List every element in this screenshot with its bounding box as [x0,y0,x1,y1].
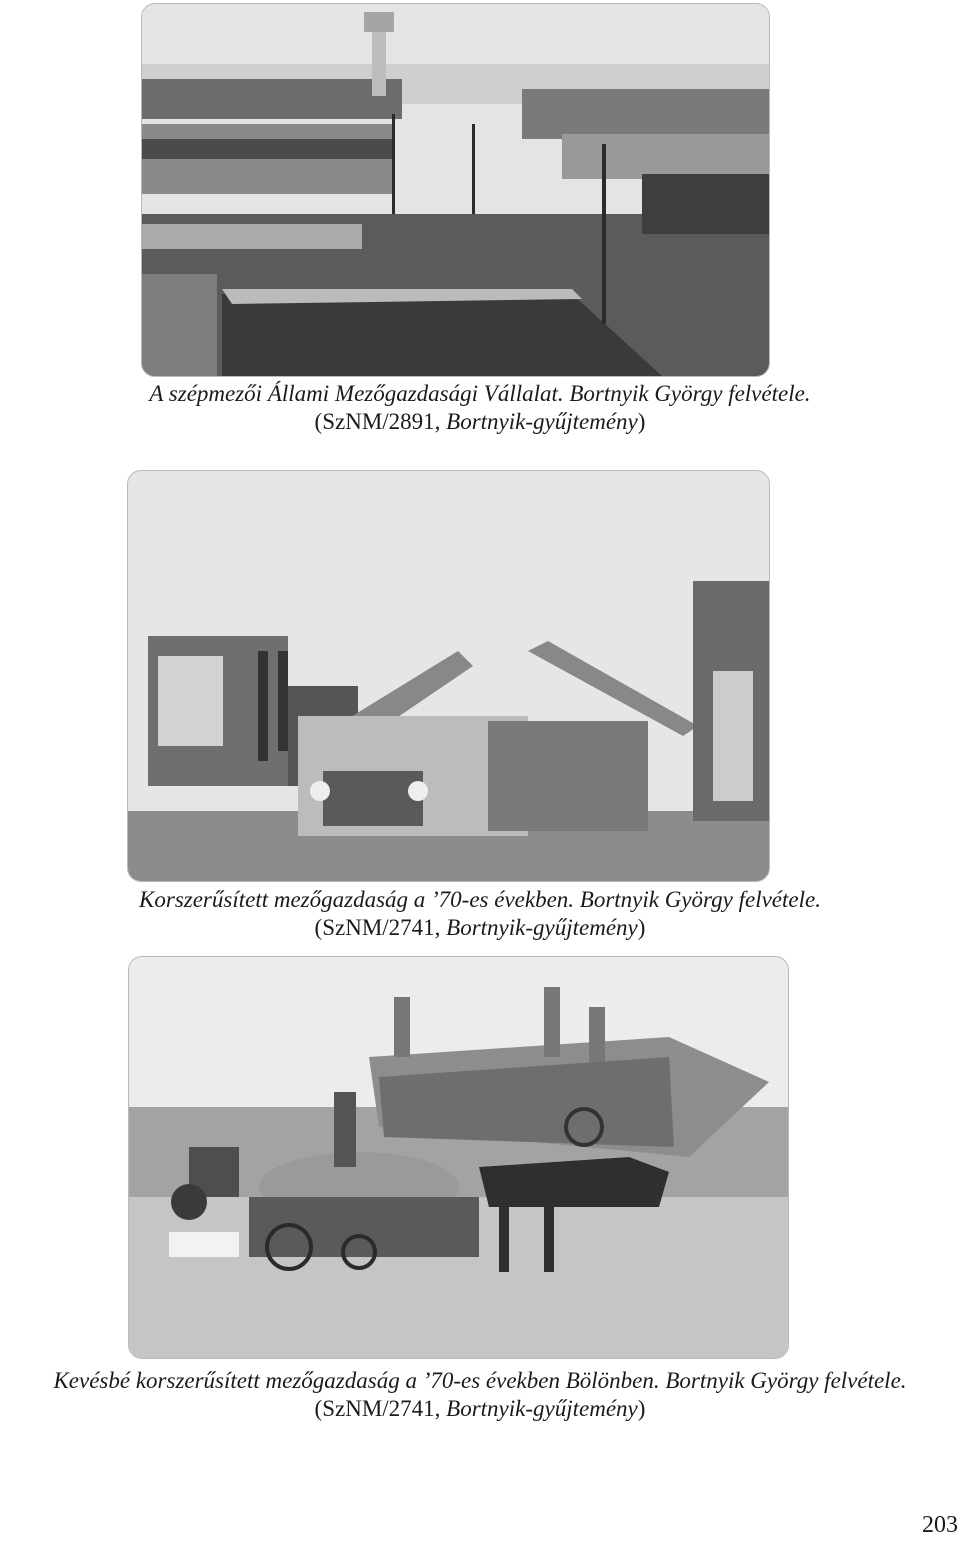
caption-figure-3 [0,1367,960,1423]
caption-figure-1 [0,380,960,436]
caption-title: Korszerűsített mezőgazdaság a ’70-es években. Bortnyik György felvétele. [139,887,821,912]
photo-state-farm [141,3,770,377]
caption-title: A szépmezői Állami Mezőgazdasági Vállalat. Bortnyik György felvétele. [149,381,811,406]
threshing-photo-image [129,957,788,1358]
caption-source: (SzNM/2741, Bortnyik-gyűjtemény) [314,915,646,940]
combine-photo-image [128,471,769,881]
caption-source: (SzNM/2891, Bortnyik-gyűjtemény) [314,409,646,434]
caption-figure-2 [0,886,960,942]
page-number: 203 [922,1512,958,1538]
photo-threshing-machine [128,956,789,1359]
photo-combine-harvest [127,470,770,882]
caption-title: Kevésbé korszerűsített mezőgazdaság a ’70-es években Bölönben. Bortnyik György felvétele. [53,1368,907,1393]
caption-source: (SzNM/2741, Bortnyik-gyűjtemény) [314,1396,646,1421]
farm-photo-image [142,4,769,376]
